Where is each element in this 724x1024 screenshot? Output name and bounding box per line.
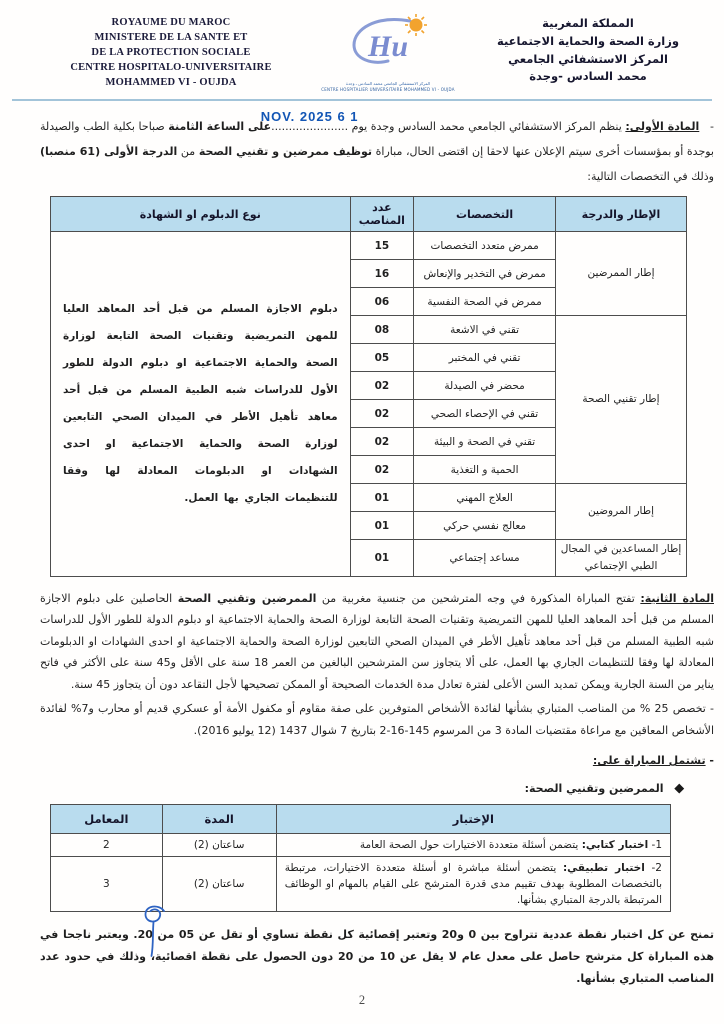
specialty-cell: الحمية و التغذية [414,456,556,484]
dotted-line: ...................... [271,120,349,133]
hospital-logo [313,13,463,93]
col-header-frame: الإطار والدرجة [555,197,686,232]
col-header-duration: المدة [162,805,276,834]
specialty-cell: ممرض متعدد التخصصات [414,232,556,260]
col-header-positions: عدد المناصب [350,197,414,232]
positions-count-cell: 01 [350,512,414,540]
specialty-cell: معالج نفسي حركي [414,512,556,540]
specialty-cell: ممرض في الصحة النفسية [414,288,556,316]
text-segment: ينظم المركز الاستشفائي الجامعي محمد السادس وجدة يوم [348,120,626,133]
specialty-cell: تقني في الإحصاء الصحي [414,400,556,428]
positions-table-body [51,232,687,577]
exam-intro-line [40,748,714,773]
text-segment: صباحا بكلية الطب والصيدلة بوجدة أو بمؤسسات أخرى سيتم الإعلان عنها لاحقا إن اقتضى الحال، مباراة [40,120,714,158]
exam-category-line [40,782,682,795]
date-stamp: 1 6 NOV. 2025 [260,109,359,124]
letterhead-french-line: MINISTERE DE LA SANTE ET [94,31,248,43]
positions-count-cell: 15 [350,232,414,260]
text-segment: اختبار كتابي: [581,839,649,852]
text-segment: توظيف ممرضين و تقنيي الصحة [198,145,373,158]
text-segment: الدرجة الأولى (61 منصبا) [40,145,178,158]
text-segment: الحاصلين على دبلوم الاجازة المسلم من قبل أحد المعاهد العليا للمهن التمريضية وتقنيات الصحة التابعة لوزارة الصحة والحماية الاجتماعية او دبلوم الدولة للطور الأول للدراسات شبه الطبية المسلم من قبل أحد معاهد تأهيل الأطر في الميدان الصحي التابعين لوزارة الصحة والحماية الاجتماعية او احدى الشهادات او الدبلومات المعادلة لها وفقا للتنظيمات الجاري بها العمل، على ألا يتجاوز سن المترشحين البالغين من العمر 18 سنة على الأقل و45 سنة على الأكثر في فاتح يناير من السنة الجارية ويمكن تمديد السن الأعلى لفترة تعادل مدة الخدمات الصحيحة أو الممكن تصحيحها لأجل التقاعد دون أن يتجاوز 45 سنة. [40,591,715,691]
page-number: 2 [358,993,366,1007]
text-segment: يتضمن أسئلة مباشرة او أسئلة متعددة الاختيارات، مرتبطة بالتخصصات المطلوبة بهدف تقييم مدى قدرة المترشح على القيام بالمهام او الوظائف المرتبطة بالدرجة المتباري بشأنها. [284,862,662,907]
frame-cell: إطار المساعدين في المجال الطبي الإجتماعي [555,540,686,577]
svg-text:Hu: Hu [368,30,409,63]
letterhead-arabic-line: وزارة الصحة والحماية الاجتماعية [496,33,680,48]
handwritten-ink-mark [138,902,174,964]
letterhead-arabic-line: محمد السادس -وجدة [529,69,647,84]
logo-caption-french: CENTRE HOSPITALIER UNIVERSITAIRE MOHAMMED VI - OUJDA [321,87,455,92]
text-segment: المادة الثانية: [640,591,714,605]
positions-count-cell: 05 [350,344,414,372]
letterhead-french-line: DE LA PROTECTION SOCIALE [91,46,251,58]
text-segment: تفتح المباراة المذكورة في وجه المترشحين من جنسية مغربية من [316,591,641,605]
list-dash: - [710,120,714,133]
positions-count-cell: 08 [350,316,414,344]
duration-cell: ساعتان (2) [162,857,276,912]
positions-count-cell: 01 [350,540,414,577]
diploma-cell: دبلوم الاجازة المسلم من قبل أحد المعاهد العليا للمهن التمريضية وتقنيات الصحة التابعة لوزارة الصحة والحماية الاجتماعية او دبلوم الدولة للطور الأول للدراسات شبه الطبية المسلم من قبل أحد معاهد تأهيل الأطر في الميدان الصحي التابعين لوزارة الصحة والحماية الاجتماعية او احدى الشهادات او الدبلومات المعادلة لها وفقا للتنظيمات الجاري بها العمل. [51,232,351,577]
letterhead-french-line: MOHAMMED VI - OUJDA [105,76,237,88]
text-segment: اختبار تطبيقي: [562,862,645,875]
letterhead-french [40,16,302,91]
logo-captions [313,81,463,93]
closing-paragraph: تمنح عن كل اختبار نقطة عددية تتراوح بين 0 و20 وتعتبر إقصائية كل نقطة تساوي أو تقل عن 05 من 20. ويعتبر ناجحا في هذه المباراة كل مترشح حاصل على معدل عام لا يقل عن 10 من 20 دون الحصول على نقطة اقصائية، وذلك في حدود عدد المناصب المتباري بشأنها. [40,928,715,986]
specialty-cell: ممرض في التخدير والإنعاش [414,260,556,288]
coefficient-cell: 3 [51,857,163,912]
positions-count-cell: 02 [350,456,414,484]
specialty-cell: محضر في الصيدلة [414,372,556,400]
quota-paragraph [40,698,714,741]
exam-description-cell [276,834,670,857]
letterhead-arabic-line: المملكة المغربية [542,16,634,30]
positions-count-cell: 02 [350,372,414,400]
positions-count-cell: 01 [350,484,414,512]
exam-description-cell [276,857,670,912]
specialty-cell: العلاج المهني [414,484,556,512]
text-segment: - تخصص 25 % من المناصب المتباري بشأنها لفائدة الأشخاص المتوفرين على صفة مقاوم أو مكفول الأمة أو عسكري قديم أو محارب و7% لفائدة الأشخاص المعاقين مع مراعاة مقتضيات المادة 3 من المرسوم 145-16-2 بتاريخ 7 شوال 1437 (12 يوليو 2016). [40,702,715,737]
letterhead [0,0,724,93]
exam-intro-text: تشتمل المباراة على: [592,754,706,768]
text-segment: 1- [648,839,662,852]
text-segment: وذلك في التخصصات التالية: [587,170,714,183]
article-2-paragraph [40,588,714,696]
document-body [0,109,724,990]
text-segment: على الساعة الثامنة [168,120,272,133]
specialty-cell: تقني في المختبر [414,344,556,372]
letterhead-french-line: ROYAUME DU MAROC [111,17,231,28]
positions-count-cell: 02 [350,428,414,456]
article-1-lead [348,120,699,133]
exams-table-header [51,805,671,834]
sun-icon [405,14,427,36]
col-header-exam: الإختبار [276,805,670,834]
frame-cell: إطار تقنيي الصحة [555,316,686,484]
exams-table [50,804,671,912]
duration-cell: ساعتان (2) [162,834,276,857]
specialty-cell: تقني في الصحة و البيئة [414,428,556,456]
header-divider [12,99,712,101]
text-segment: من [177,145,199,158]
text-segment: الممرضين وتقنيي الصحة [177,591,317,605]
specialty-cell: مساعد إجتماعي [414,540,556,577]
positions-count-cell: 06 [350,288,414,316]
positions-table-header [51,197,687,232]
exams-table-body [51,834,671,912]
col-header-specialty: التخصصات [414,197,556,232]
letterhead-arabic [474,15,702,86]
table-row [51,834,671,857]
positions-count-cell: 02 [350,400,414,428]
table-header-row [51,197,687,232]
diamond-bullet-icon [674,783,683,792]
logo-caption-arabic: المركز الاستشفائي الجامعي محمد السادس ـ وجدة [345,81,431,86]
table-row [51,232,687,260]
col-header-coefficient: المعامل [51,805,163,834]
table-header-row [51,805,671,834]
frame-cell: إطار المروضين [555,484,686,540]
col-header-diploma: نوع الدبلوم او الشهادة [51,197,351,232]
text-segment: يتضمن أسئلة متعددة الاختيارات حول الصحة العامة [359,839,582,852]
specialty-cell: تقني في الاشعة [414,316,556,344]
letterhead-french-line: CENTRE HOSPITALO-UNIVERSITAIRE [70,61,272,73]
frame-cell: إطار الممرضين [555,232,686,316]
coefficient-cell: 2 [51,834,163,857]
text-segment: المادة الأولى: [625,120,700,133]
positions-count-cell: 16 [350,260,414,288]
date-dotted-line [260,109,359,133]
article-1-paragraph [40,109,714,189]
letterhead-arabic-line: المركز الاستشفائي الجامعي [508,51,668,66]
exam-category-text: الممرضين وتقنيي الصحة: [524,782,664,796]
chu-logo-icon [324,13,452,79]
text-segment: 2- [644,862,662,875]
positions-table [50,196,687,577]
list-dash: - [705,754,714,768]
